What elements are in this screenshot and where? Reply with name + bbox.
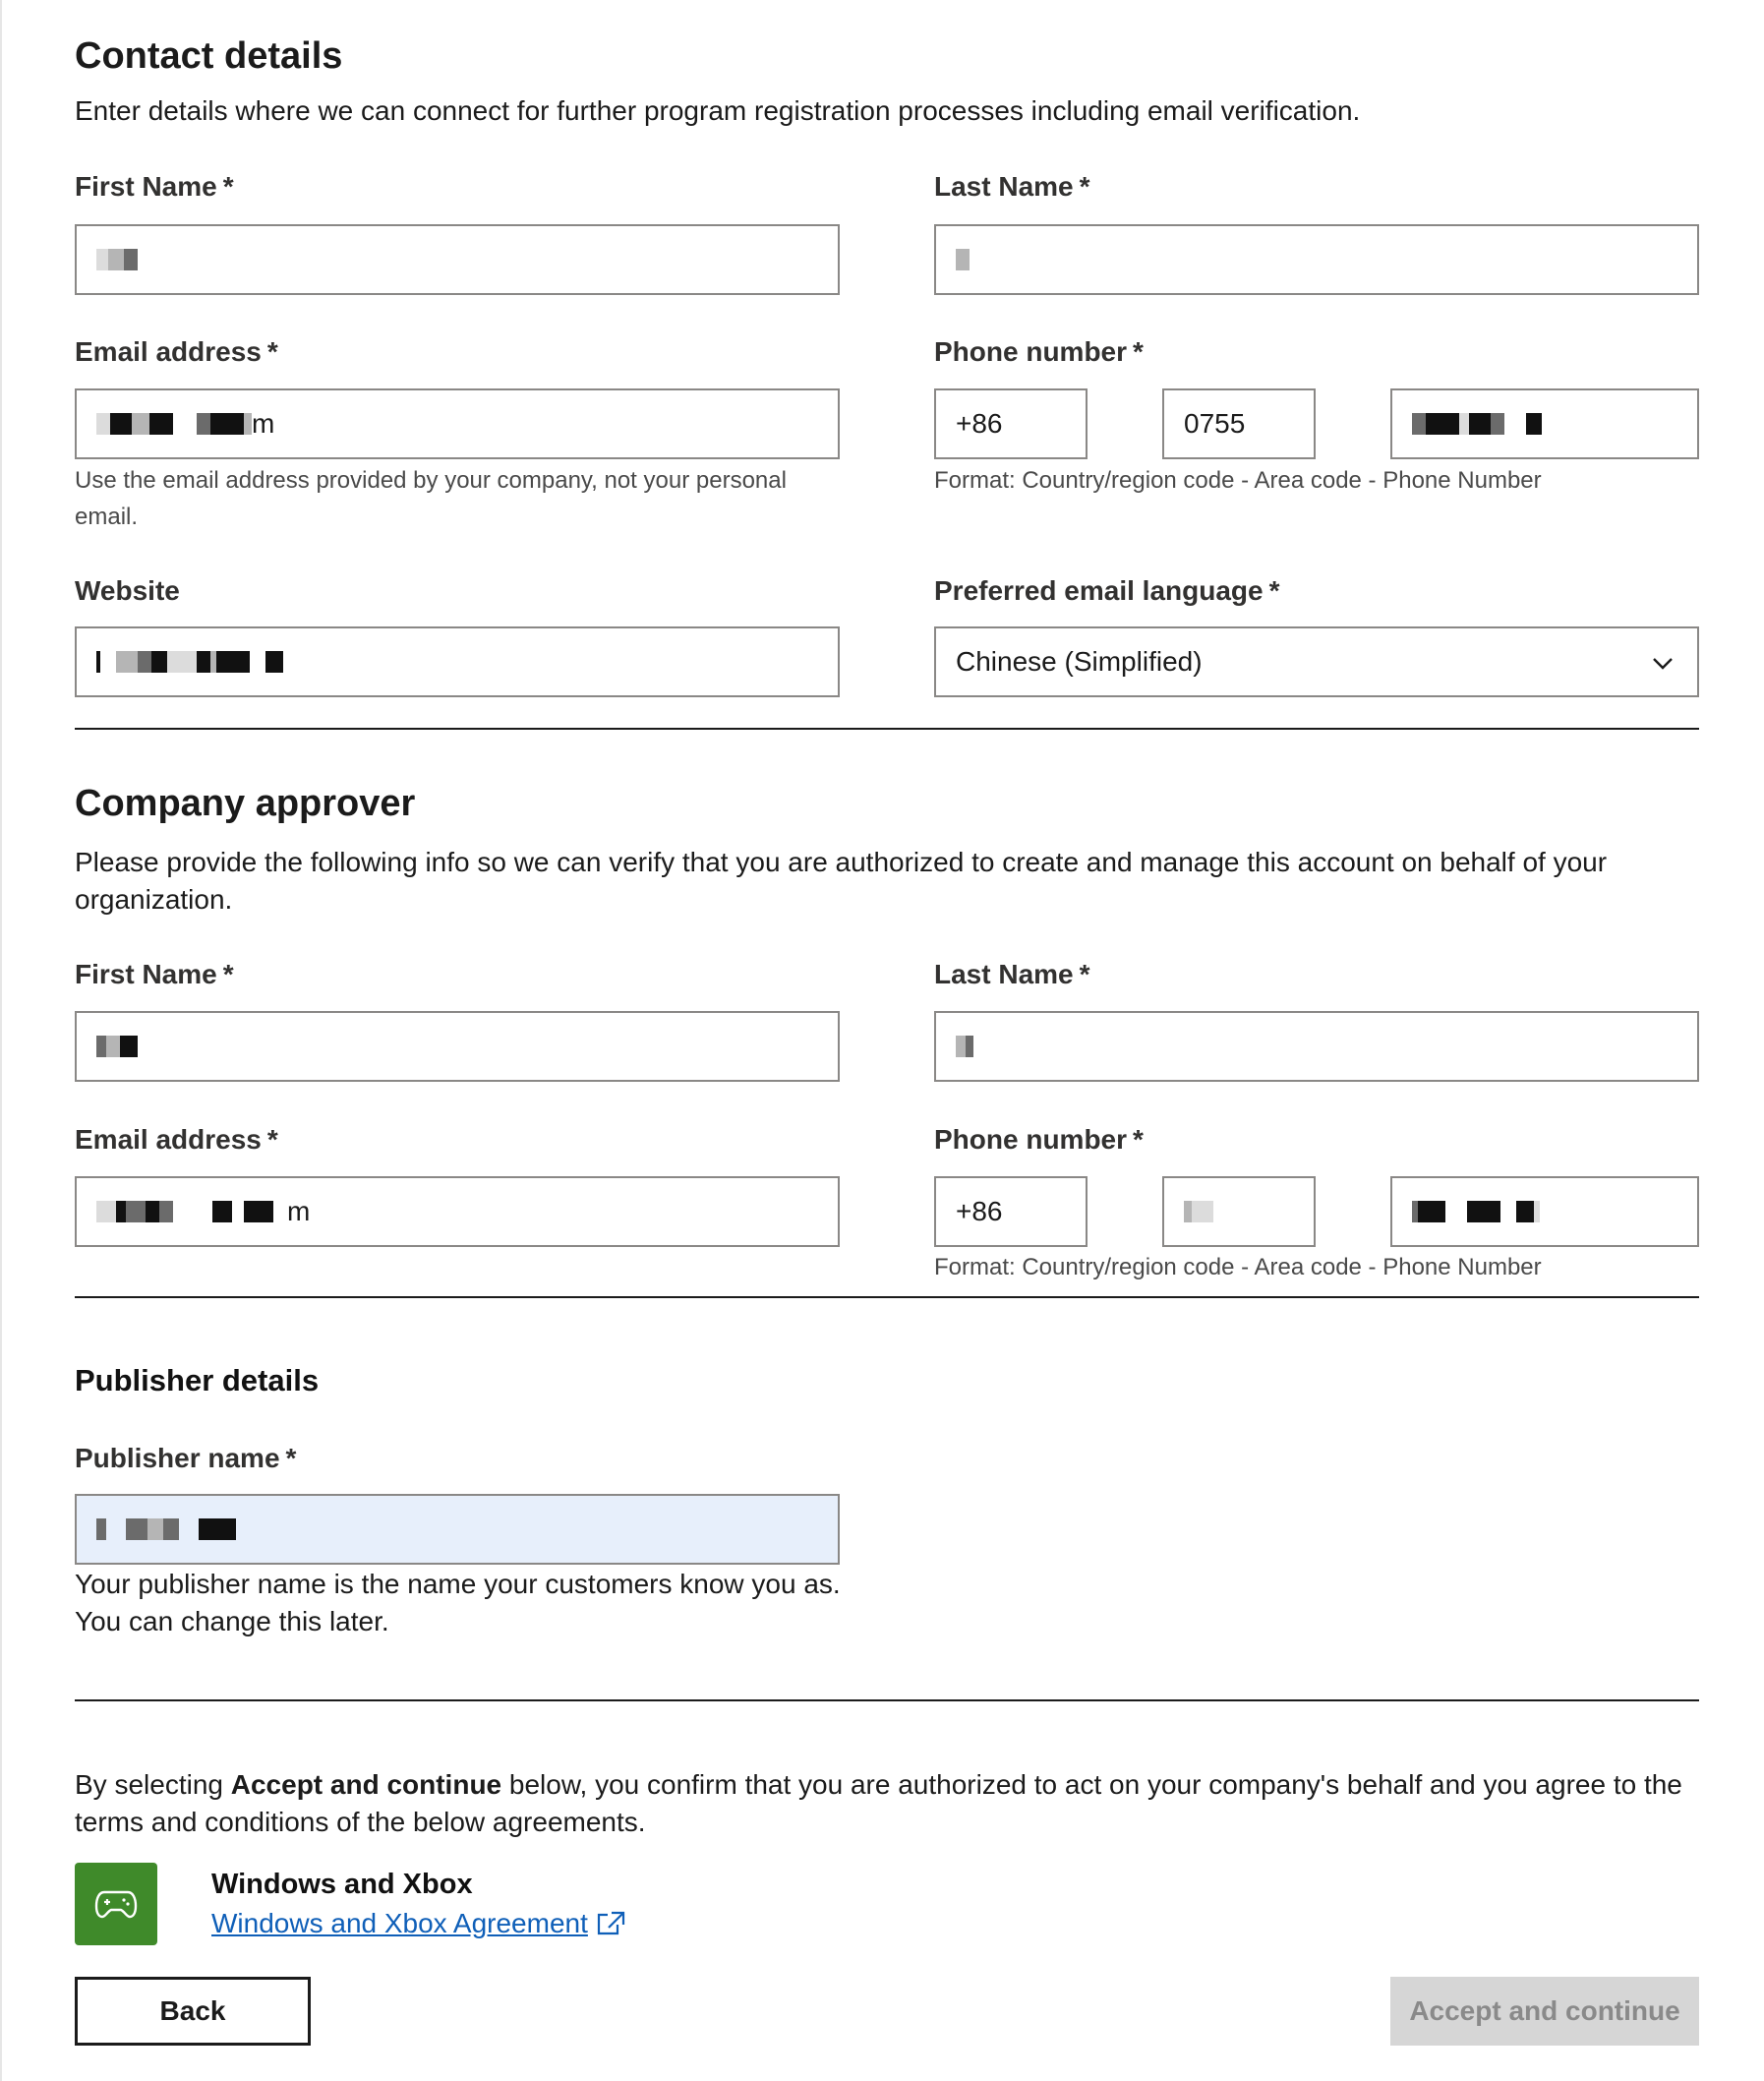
- publisher-name-label: Publisher name *: [75, 1443, 297, 1473]
- contact-phone-country-input[interactable]: +86: [934, 388, 1088, 459]
- back-button[interactable]: Back: [75, 1977, 311, 2046]
- approver-phone-number-input[interactable]: [1390, 1176, 1699, 1247]
- agreement-statement: By selecting Accept and continue below, you confirm that you are authorized to act on your company's behalf and you agree to the terms and conditions of the below agreements.: [75, 1769, 1682, 1837]
- approver-first-name-label: First Name *: [75, 959, 234, 989]
- contact-language-value: Chinese (Simplified): [956, 646, 1203, 677]
- accept-and-continue-button[interactable]: Accept and continue: [1390, 1977, 1699, 2046]
- contact-website-label: Website: [75, 575, 180, 606]
- approver-last-name-label: Last Name *: [934, 959, 1090, 989]
- game-controller-icon: [94, 1888, 138, 1920]
- windows-xbox-program-tile: [75, 1863, 157, 1945]
- section-divider: [75, 728, 1699, 730]
- approver-phone-area-input[interactable]: [1162, 1176, 1316, 1247]
- contact-website-input[interactable]: [75, 626, 840, 697]
- contact-language-label: Preferred email language *: [934, 575, 1280, 606]
- contact-phone-help: Format: Country/region code - Area code - Phone Number: [934, 467, 1542, 494]
- approver-phone-country-input[interactable]: +86: [934, 1176, 1088, 1247]
- publisher-details-title: Publisher details: [75, 1363, 320, 1397]
- section-divider: [75, 1296, 1699, 1298]
- contact-first-name-input[interactable]: [75, 224, 840, 295]
- external-link-icon: [596, 1911, 625, 1936]
- program-name: Windows and Xbox: [211, 1869, 473, 1900]
- approver-first-name-input[interactable]: [75, 1011, 840, 1082]
- contact-email-input[interactable]: m: [75, 388, 840, 459]
- company-approver-title: Company approver: [75, 783, 416, 824]
- approver-email-input[interactable]: m: [75, 1176, 840, 1247]
- contact-last-name-label: Last Name *: [934, 171, 1090, 202]
- contact-first-name-label: First Name *: [75, 171, 234, 202]
- contact-language-select[interactable]: [934, 626, 1699, 697]
- approver-phone-help: Format: Country/region code - Area code - Phone Number: [934, 1254, 1542, 1280]
- approver-phone-label: Phone number *: [934, 1124, 1144, 1155]
- approver-last-name-input[interactable]: [934, 1011, 1699, 1082]
- publisher-name-input[interactable]: [75, 1494, 840, 1565]
- windows-xbox-agreement-link[interactable]: Windows and Xbox Agreement: [211, 1908, 588, 1938]
- contact-email-help: Use the email address provided by your company, not your personal email.: [75, 467, 787, 530]
- contact-phone-label: Phone number *: [934, 336, 1144, 367]
- contact-email-label: Email address *: [75, 336, 278, 367]
- approver-email-label: Email address *: [75, 1124, 278, 1155]
- section-divider: [75, 1699, 1699, 1701]
- publisher-name-help: Your publisher name is the name your customers know you as. You can change this later.: [75, 1569, 841, 1636]
- contact-phone-number-input[interactable]: [1390, 388, 1699, 459]
- contact-last-name-input[interactable]: [934, 224, 1699, 295]
- company-approver-description: Please provide the following info so we can verify that you are authorized to create and manage this account on behalf of your organization.: [75, 847, 1608, 915]
- agreement-link-row: [211, 1908, 625, 1939]
- contact-phone-area-input[interactable]: 0755: [1162, 388, 1316, 459]
- contact-details-title: Contact details: [75, 35, 343, 77]
- chevron-down-icon: [1652, 652, 1674, 674]
- contact-details-description: Enter details where we can connect for further program registration processes including email verification.: [75, 95, 1361, 126]
